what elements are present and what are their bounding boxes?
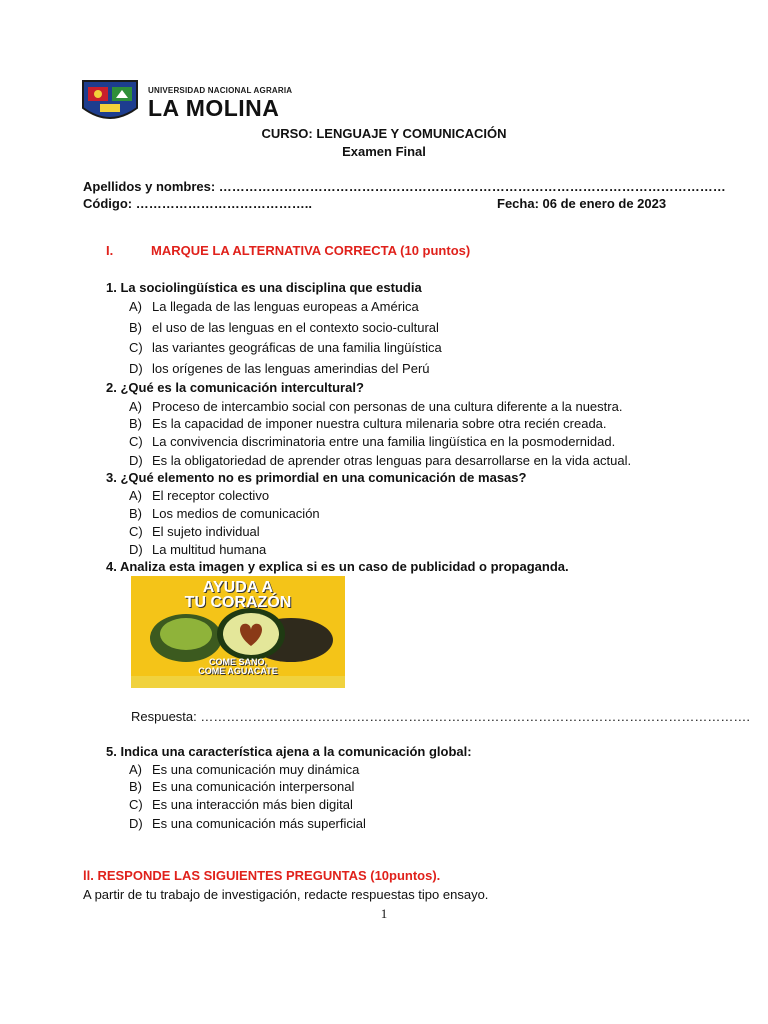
names-field: Apellidos y nombres: ……………………………………………………………………………………………………… [83, 179, 726, 194]
course-title: CURSO: LENGUAJE Y COMUNICACIÓN [261, 126, 507, 141]
section1-title: MARQUE LA ALTERNATIVA CORRECTA (10 puntos) [151, 243, 471, 258]
option-5a: A) Es una comunicación muy dinámica [129, 762, 360, 777]
option-3b: B) Los medios de comunicación [129, 506, 320, 521]
option-2a: A) Proceso de intercambio social con personas de una cultura diferente a la nuestra. [129, 399, 623, 414]
avocado-ad-image [131, 576, 345, 688]
question-2: 2. ¿Qué es la comunicación intercultural? [106, 380, 364, 395]
option-1a: A) La llegada de las lenguas europeas a América [129, 299, 419, 314]
university-name-large: LA MOLINA [148, 94, 280, 121]
section2-title: ll. RESPONDE LAS SIGUIENTES PREGUNTAS (10puntos). [83, 868, 441, 883]
page-number: 1 [380, 906, 388, 921]
option-3d: D) La multitud humana [129, 542, 267, 557]
option-5b: B) Es una comunicación interpersonal [129, 779, 355, 794]
section2-instruction: A partir de tu trabajo de investigación, redacte respuestas tipo ensayo. [83, 887, 489, 902]
date-field: Fecha: 06 de enero de 2023 [497, 196, 667, 211]
option-2b: B) Es la capacidad de imponer nuestra cultura milenaria sobre otra recién creada. [129, 416, 607, 431]
option-3c: C) El sujeto individual [129, 524, 260, 539]
option-5c: C) Es una interacción más bien digital [129, 797, 353, 812]
question-3: 3. ¿Qué elemento no es primordial en una comunicación de masas? [106, 470, 527, 485]
option-5d: D) Es una comunicación más superficial [129, 816, 366, 831]
option-1c: C) las variantes geográficas de una familia lingüística [129, 340, 442, 355]
university-logo [80, 78, 292, 126]
ad-title: AYUDA A TU CORAZÓN [184, 579, 292, 611]
code-field: Código: ………………………………….. [83, 196, 312, 211]
university-shield-icon [80, 78, 140, 126]
question-4: 4. Analiza esta imagen y explica si es un caso de publicidad o propaganda. [106, 559, 569, 574]
ad-slogan: COME SANO, COME AGUACATE [198, 657, 278, 676]
exam-title: Examen Final [342, 144, 426, 159]
option-2c: C) La convivencia discriminatoria entre una familia lingüística en la posmodernidad. [129, 434, 616, 449]
question-5: 5. Indica una característica ajena a la comunicación global: [106, 744, 472, 759]
section1-number: I. [106, 243, 114, 258]
option-2d: D) Es la obligatoriedad de aprender otras lenguas para desarrollarse en la vida actual. [129, 453, 632, 468]
university-name-small: UNIVERSIDAD NACIONAL AGRARIA [148, 85, 293, 95]
option-1d: D) los orígenes de las lenguas amerindias del Perú [129, 361, 430, 376]
option-1b: B) el uso de las lenguas en el contexto socio-cultural [129, 320, 439, 335]
answer-line: Respuesta: ………………………………………………………………………………………………………………. [131, 709, 750, 724]
question-1: 1. La sociolingüística es una disciplina que estudia [106, 280, 422, 295]
option-3a: A) El receptor colectivo [129, 488, 270, 503]
